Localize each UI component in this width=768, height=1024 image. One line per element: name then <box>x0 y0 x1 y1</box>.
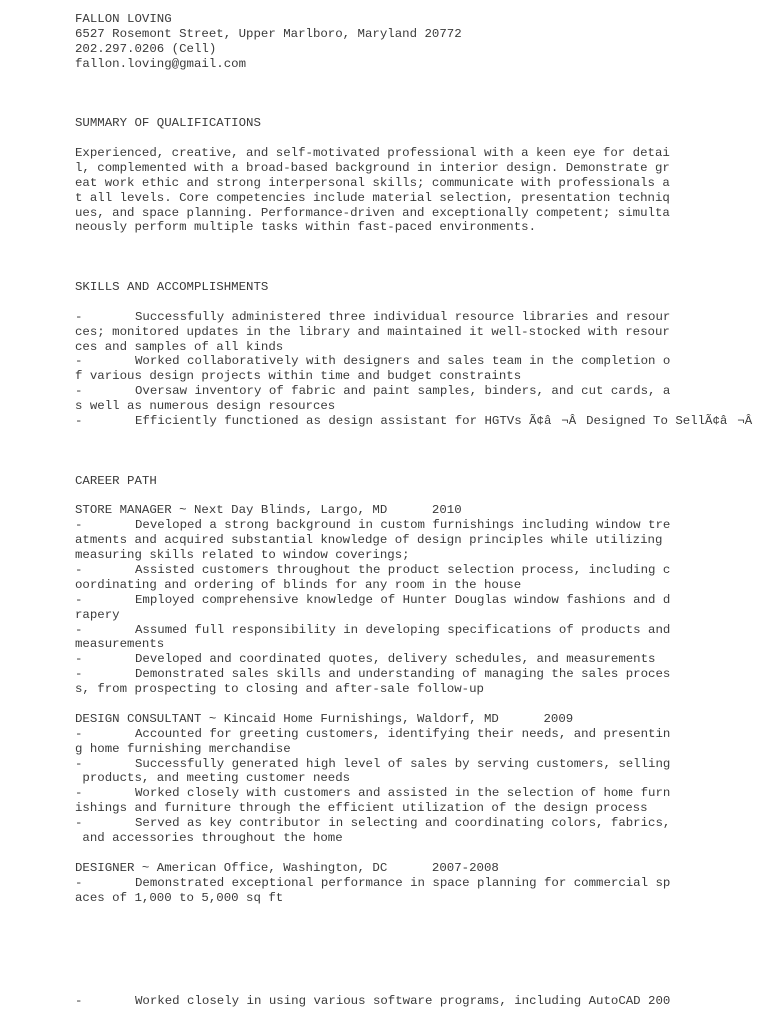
spacer <box>75 444 765 459</box>
bullet-dash: - <box>75 309 83 324</box>
contact-email: fallon.loving@gmail.com <box>75 56 247 71</box>
career-heading: CAREER PATH <box>75 473 157 488</box>
list-item-text: Developed a strong background in custom furnishings including window tre <box>135 518 671 533</box>
spacer <box>75 697 765 712</box>
list-item <box>75 414 765 429</box>
list-item <box>75 518 765 533</box>
contact-block <box>75 12 765 72</box>
job-date: 2010 <box>431 503 462 518</box>
job-gap <box>499 712 544 726</box>
job-date: 2009 <box>543 711 574 726</box>
bullet-dash: - <box>75 875 83 890</box>
summary-heading: SUMMARY OF QUALIFICATIONS <box>75 116 261 131</box>
list-item-continuation: g home furnishing merchandise <box>75 741 291 756</box>
bullet-dash: - <box>75 622 83 637</box>
spacer <box>75 905 765 994</box>
spacer <box>75 846 765 861</box>
job-title: DESIGN CONSULTANT ~ Kincaid Home Furnishings, Waldorf, MD <box>75 711 499 726</box>
list-item-text: Demonstrated exceptional performance in space planning for commercial sp <box>135 875 671 890</box>
list-item-text: Assisted customers throughout the product selection process, including c <box>135 562 671 577</box>
list-item-text: Successfully administered three individual resource libraries and resour <box>135 309 671 324</box>
list-item-continuation: aces of 1,000 to 5,000 sq ft <box>75 890 284 905</box>
list-item-text: Accounted for greeting customers, identifying their needs, and presentin <box>135 726 671 741</box>
list-item <box>75 757 765 772</box>
list-item-continuation: ishings and furniture through the efficient utilization of the design process <box>75 801 648 816</box>
summary-line: Experienced, creative, and self-motivated professional with a keen eye for detai <box>75 146 670 161</box>
list-item-continuation: s, from prospecting to closing and after-sale follow-up <box>75 682 484 697</box>
list-item-continuation: measuring skills related to window coverings; <box>75 548 410 563</box>
bullet-dash: - <box>75 667 83 682</box>
list-item-text: Successfully generated high level of sales by serving customers, selling <box>135 756 671 771</box>
bullet-dash: - <box>75 518 83 533</box>
spacer <box>75 235 765 250</box>
list-item-continuation: atments and acquired substantial knowledge of design principles while utilizing <box>75 533 663 548</box>
list-item <box>75 310 765 325</box>
list-item-continuation: ces and samples of all kinds <box>75 339 284 354</box>
bullet-dash: - <box>75 592 83 607</box>
list-item-continuation: products, and meeting customer needs <box>75 771 351 786</box>
list-item <box>75 563 765 578</box>
summary-line: ues, and space planning. Performance-driven and exceptionally competent; simulta <box>75 205 670 220</box>
list-item-text: Demonstrated sales skills and understanding of managing the sales proces <box>135 667 671 682</box>
bullet-dash: - <box>75 756 83 771</box>
job-title: STORE MANAGER ~ Next Day Blinds, Largo, MD <box>75 503 388 518</box>
bullet-dash: - <box>75 414 83 429</box>
list-item-continuation: ces; monitored updates in the library and maintained it well-stocked with resour <box>75 324 670 339</box>
job-date: 2007-2008 <box>431 860 499 875</box>
spacer <box>75 250 765 265</box>
bullet-dash: - <box>75 384 83 399</box>
list-item <box>75 384 765 399</box>
summary-line: l, complemented with a broad-based background in interior design. Demonstrate gr <box>75 160 670 175</box>
list-item-continuation: measurements <box>75 637 165 652</box>
summary-line: t all levels. Core competencies include material selection, presentation techniq <box>75 190 670 205</box>
list-item-text: Efficiently functioned as design assistant for HGTVs Ã¢â¬ÂDesigned To SellÃ¢â¬Â <box>135 414 763 429</box>
spacer <box>75 101 765 116</box>
list-item-continuation: s well as numerous design resources <box>75 399 336 414</box>
skills-list <box>75 310 765 429</box>
summary-text <box>75 146 765 235</box>
list-item-continuation: and accessories throughout the home <box>75 830 343 845</box>
spacer <box>75 295 765 310</box>
spacer <box>75 86 765 101</box>
list-item <box>75 652 765 667</box>
skills-heading: SKILLS AND ACCOMPLISHMENTS <box>75 280 269 295</box>
list-item-continuation: f various design projects within time and budget constraints <box>75 369 522 384</box>
list-item <box>75 727 765 742</box>
job-heading <box>75 712 765 727</box>
bullet-dash: - <box>75 562 83 577</box>
list-item-text: Oversaw inventory of fabric and paint samples, binders, and cut cards, a <box>135 384 671 399</box>
list-item-text: Employed comprehensive knowledge of Hunter Douglas window fashions and d <box>135 592 671 607</box>
list-item-continuation: oordinating and ordering of blinds for any room in the house <box>75 577 522 592</box>
job-heading <box>75 861 765 876</box>
job-gap <box>387 861 432 875</box>
spacer <box>75 72 765 87</box>
summary-line: eat work ethic and strong interpersonal skills; communicate with professionals a <box>75 175 670 190</box>
list-item <box>75 354 765 369</box>
career-list <box>75 503 765 905</box>
contact-name: FALLON LOVING <box>75 12 172 26</box>
list-item-text: Assumed full responsibility in developing specifications of products and <box>135 622 671 637</box>
job-heading <box>75 503 765 518</box>
contact-address: 6527 Rosemont Street, Upper Marlboro, Maryland 20772 <box>75 26 462 41</box>
list-item <box>75 816 765 831</box>
list-item-text: Worked closely in using various software programs, including AutoCAD 200 <box>135 994 671 1009</box>
resume-page <box>75 12 765 1009</box>
bullet-dash: - <box>75 652 83 667</box>
list-item-text: Worked closely with customers and assisted in the selection of home furn <box>135 786 671 801</box>
list-item <box>75 593 765 608</box>
list-item-text: Developed and coordinated quotes, delivery schedules, and measurements <box>135 652 656 667</box>
list-item <box>75 876 765 891</box>
list-item <box>75 994 765 1009</box>
spacer <box>75 459 765 474</box>
bullet-dash: - <box>75 816 83 831</box>
bullet-dash: - <box>75 786 83 801</box>
spacer <box>75 489 765 504</box>
bullet-dash: - <box>75 726 83 741</box>
list-item-text: Worked collaboratively with designers and sales team in the completion o <box>135 354 671 369</box>
list-item-continuation: rapery <box>75 607 120 622</box>
spacer <box>75 265 765 280</box>
summary-line: neously perform multiple tasks within fast-paced environments. <box>75 220 537 235</box>
job-title: DESIGNER ~ American Office, Washington, DC <box>75 860 388 875</box>
list-item-text: Served as key contributor in selecting and coordinating colors, fabrics, <box>135 816 671 831</box>
bullet-dash: - <box>75 994 83 1009</box>
list-item <box>75 786 765 801</box>
job-gap <box>387 503 432 517</box>
spacer <box>75 429 765 444</box>
spacer <box>75 131 765 146</box>
bullet-dash: - <box>75 354 83 369</box>
list-item <box>75 623 765 638</box>
list-item <box>75 667 765 682</box>
contact-phone: 202.297.0206 (Cell) <box>75 41 217 56</box>
